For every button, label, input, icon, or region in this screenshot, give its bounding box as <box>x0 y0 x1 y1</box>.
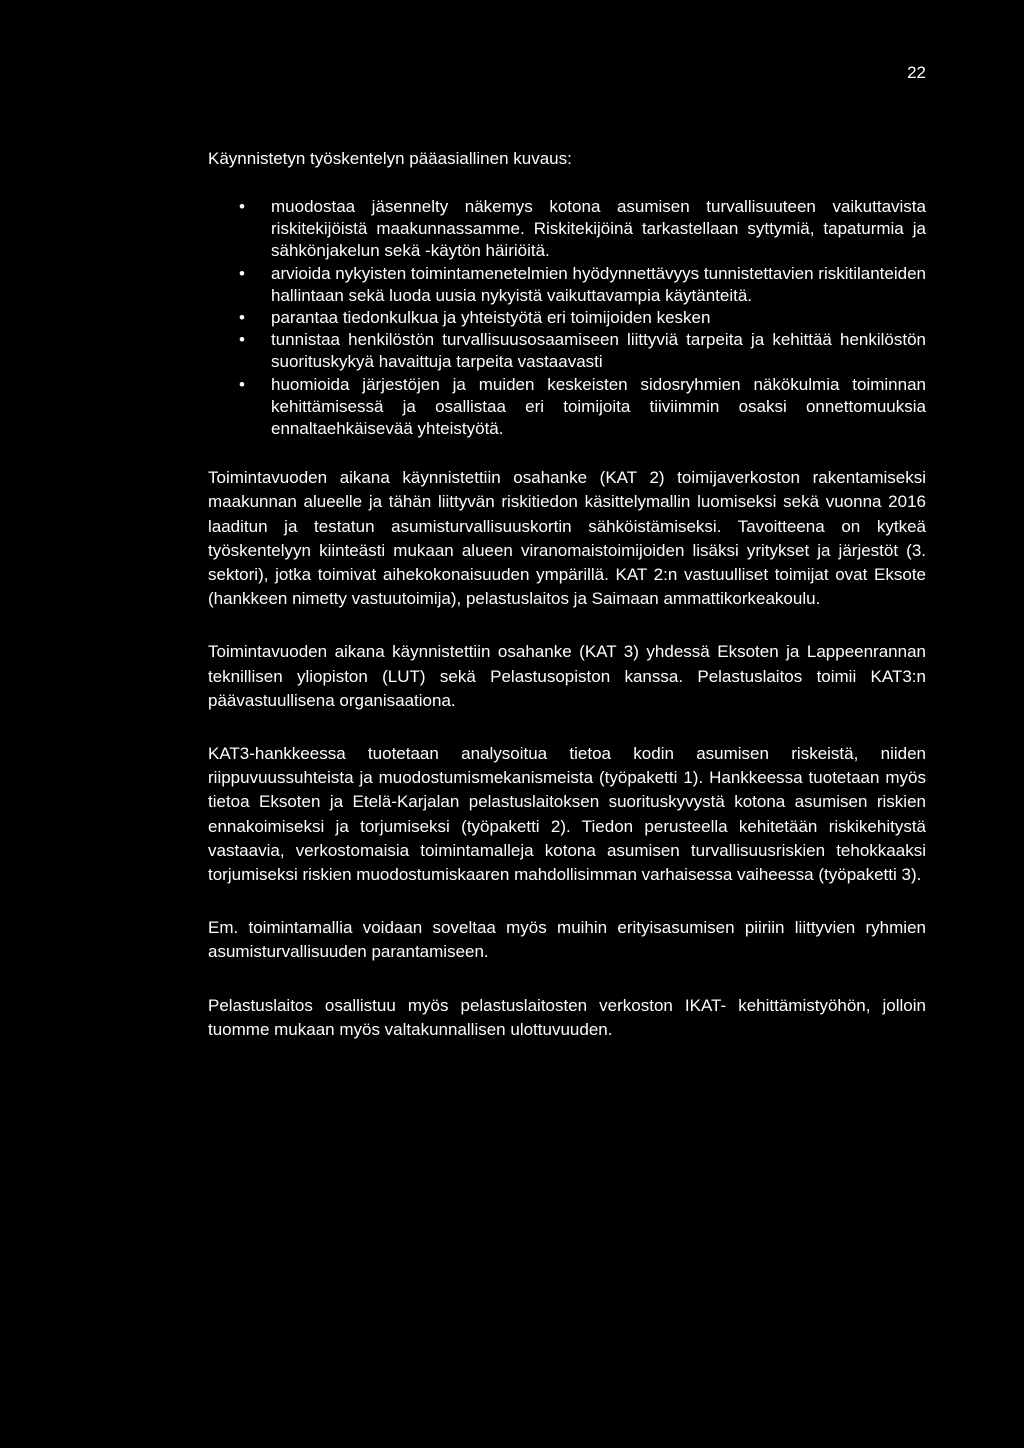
bullet-icon: • <box>239 197 245 216</box>
bullet-item <box>208 329 926 373</box>
bullet-item <box>208 307 926 329</box>
paragraph-model-application: Em. toimintamallia voidaan soveltaa myös muihin erityisasumisen piiriin liittyvien ryhmien asumisturvallisuuden parantamiseen. <box>208 918 926 962</box>
bullet-item <box>208 263 926 307</box>
bullet-item <box>208 196 926 263</box>
bullet-item <box>208 374 926 441</box>
bullet-icon: • <box>239 308 245 328</box>
bullet-icon: • <box>239 374 245 394</box>
bullet-text: tunnistaa henkilöstön turvallisuusosaamiseen liittyviä tarpeita ja kehittää henkilöstön suorituskykyä havaittuja tarpeita vastaavasti <box>271 330 926 372</box>
paragraph-kat2: Toimintavuoden aikana käynnistettiin osahanke (KAT 2) toimijaverkoston rakentamiseksi maakunnan alueelle ja tähän liittyvän riskitiedon käsittelymallin luomiseksi sekä vuonna 2016 laaditun ja testatun asumisturvallisuuskortin sähköistämiseksi. Tavoitteena on kytkeä työskentelyyn kiinteästi mukaan alueen viranomaistoimijoiden lisäksi yritykset ja järjestöt (3. sektori), jotka toimivat aihekokonaisuuden ympärillä. KAT 2:n vastuulliset toimijat ovat Eksote (hankkeen nimetty vastuutoimija), pelastuslaitos ja Saimaan ammattikorkeakoulu. <box>208 468 926 609</box>
bullet-text: parantaa tiedonkulkua ja yhteistyötä eri toimijoiden kesken <box>271 308 711 328</box>
bullet-list <box>208 196 926 440</box>
document-body <box>208 148 926 1042</box>
page-number: 22 <box>907 63 926 82</box>
bullet-icon: • <box>239 263 245 283</box>
paragraph-ikat: Pelastuslaitos osallistuu myös pelastuslaitosten verkoston IKAT- kehittämistyöhön, jolloin tuomme mukaan myös valtakunnallisen ulottuvuuden. <box>208 995 926 1039</box>
section-heading: Käynnistetyn työskentelyn pääasiallinen kuvaus: <box>208 149 572 168</box>
bullet-text: huomioida järjestöjen ja muiden keskeisten sidosryhmien näkökulmia toiminnan kehittämisessä ja osallistaa eri toimijoita tiiviimmin osaksi onnettomuuksia ennaltaehkäisevää yhteistyötä. <box>271 374 926 439</box>
paragraph-kat3-work-packages: KAT3-hankkeessa tuotetaan analysoitua tietoa kodin asumisen riskeistä, niiden riippuvuussuhteista ja muodostumismekanismeista (työpaketti 1). Hankkeessa tuotetaan myös tietoa Eksoten ja Etelä-Karjalan pelastuslaitoksen suorituskyvystä kotona asumisen riskien ennakoimiseksi ja torjumiseksi (työpaketti 2). Tiedon perusteella kehitetään riskikehitystä vastaavia, verkostomaisia toimintamalleja kotona asumisen turvallisuusriskien tehokkaaksi torjumiseksi riskien muodostumiskaaren mahdollisimman varhaisessa vaiheessa (työpaketti 3). <box>208 744 926 885</box>
bullet-icon: • <box>239 330 245 350</box>
bullet-text: arvioida nykyisten toimintamenetelmien hyödynnettävyys tunnistettavien riskitilanteiden hallintaan sekä luoda uusia nykyistä vaikuttavampia käytänteitä. <box>271 263 926 305</box>
paragraph-kat3-start: Toimintavuoden aikana käynnistettiin osahanke (KAT 3) yhdessä Eksoten ja Lappeenrannan teknillisen yliopiston (LUT) sekä Pelastusopiston kanssa. Pelastuslaitos toimii KAT3:n päävastuullisena organisaationa. <box>208 642 926 710</box>
bullet-text: muodostaa jäsennelty näkemys kotona asumisen turvallisuuteen vaikuttavista riskitekijöistä maakunnassamme. Riskitekijöinä tarkastellaan syttymiä, tapaturmia ja sähkönjakelun sekä -käytön häiriöitä. <box>271 197 926 261</box>
